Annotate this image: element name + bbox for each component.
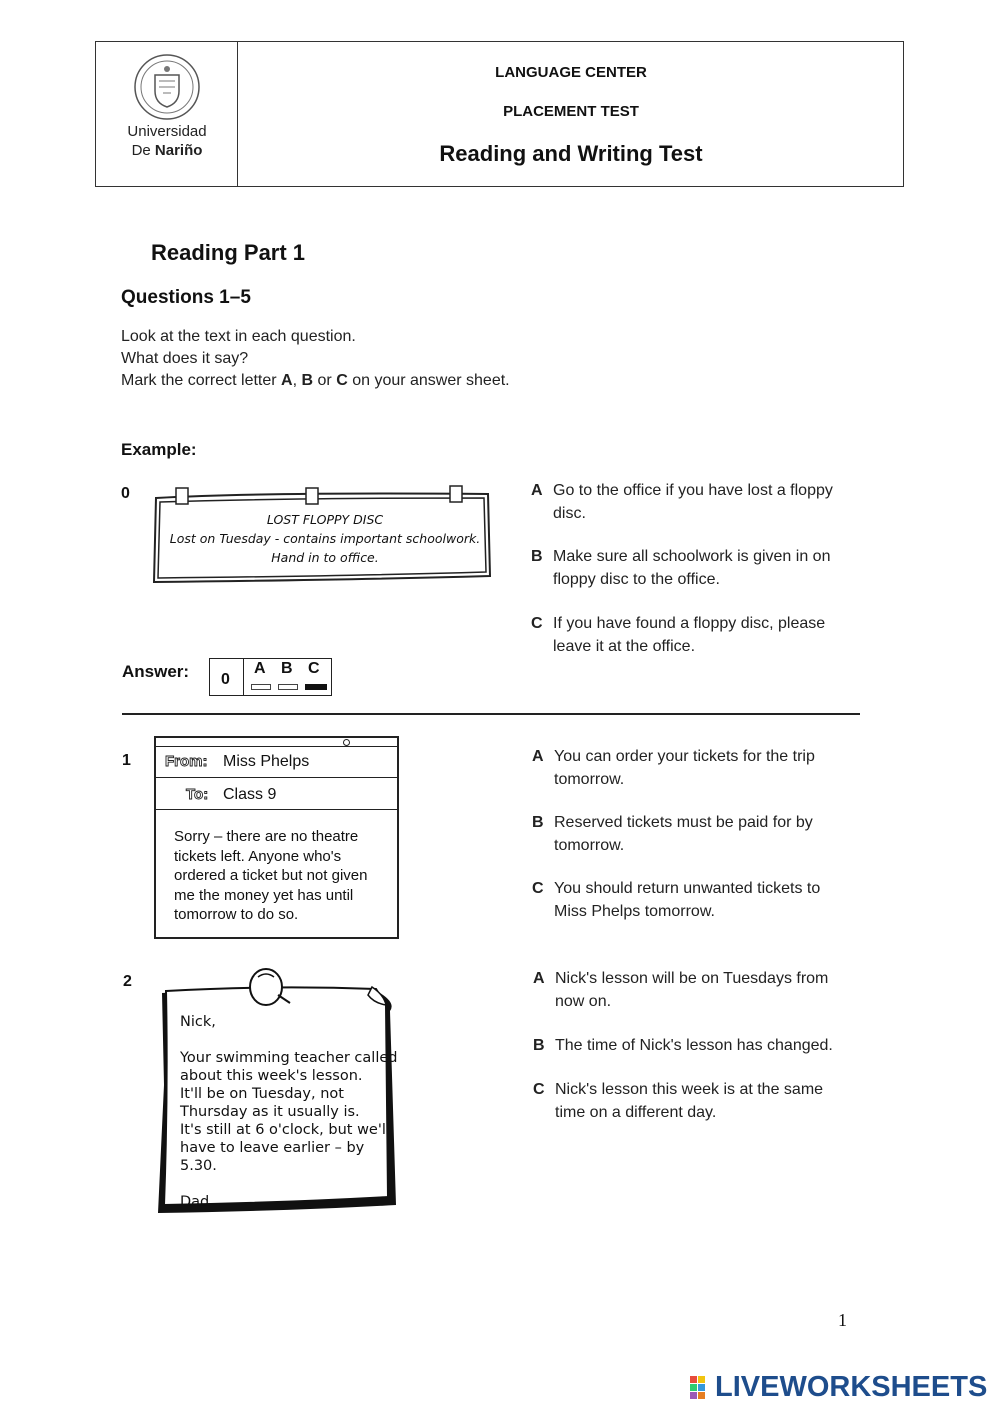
email-body-line: tomorrow to do so. [174,906,299,923]
window-dot-icon [343,739,350,746]
email-to-line [154,809,399,810]
option-letter: A [533,970,545,987]
note-line: about this week's lesson. [180,1068,363,1084]
answer-box-divider [243,658,244,696]
example-number: 0 [121,485,130,502]
answer-number: 0 [221,671,230,688]
section-title: Reading Part 1 [151,240,306,265]
answer-mark-b [278,684,298,690]
option-letter: A [531,482,543,499]
email-to-label: To: [186,786,209,803]
language-center-title: LANGUAGE CENTER [495,64,647,81]
email-body-line: tickets left. Anyone who's [174,847,342,865]
email-body [174,827,389,925]
university-line1: Universidad [127,123,207,140]
note-body [180,1013,405,1211]
email-from-value: Miss Phelps [223,753,310,770]
email-body-line: Sorry – there are no theatre [174,828,359,845]
email-body-line: me the money yet has until [174,886,354,904]
email-from-line [154,777,399,778]
option-text: You can order your tickets for the trip tomorrow. [554,748,815,788]
option-text: Nick's lesson this week is at the same time on a different day. [555,1081,824,1121]
option-letter: C [531,615,543,632]
answer-mark-a [251,684,271,690]
university-seal-icon [133,53,201,121]
section-divider [122,713,860,715]
example-option-a [531,480,851,525]
answer-label: Answer: [122,662,190,681]
option-letter: B [533,1037,545,1054]
option-letter: A [532,748,544,765]
option-letter: C [532,880,544,897]
placement-test-title: PLACEMENT TEST [503,103,639,120]
answer-letter-a: A [254,660,266,677]
option-letter: B [531,548,543,565]
option-text: If you have found a floppy disc, please leave it at the office. [553,615,826,655]
university-line2 [97,141,237,160]
q1-option-c [532,878,852,923]
email-from-label: From: [165,753,208,770]
note-line: It's still at 6 o'clock, but we'll [180,1122,390,1138]
example-option-b [531,546,851,591]
answer-mark-c-selected [305,684,327,690]
university-line2-prefix: De [131,142,155,159]
option-text: Make sure all schoolwork is given in on floppy disc to the office. [553,548,831,588]
email-body-line: ordered a ticket but not given [174,867,368,884]
option-letter: C [533,1081,545,1098]
note-line: It'll be on Tuesday, not [180,1086,344,1102]
email-titlebar-line [154,746,399,747]
note-signature: Dad [180,1194,210,1210]
instr-letter-a: A [281,372,293,389]
liveworksheets-logo-icon [690,1376,714,1400]
instruction-line2: What does it say? [121,350,249,367]
option-text: Reserved tickets must be paid for by tomorrow. [554,814,813,854]
answer-letter-b: B [281,660,293,677]
note-line: Your swimming teacher called [180,1050,398,1066]
instr-letter-c: C [336,372,348,389]
option-text: The time of Nick's lesson has changed. [555,1037,833,1054]
notice-title: LOST FLOPPY DISC [266,512,384,527]
option-text: Nick's lesson will be on Tuesdays from now on. [555,970,829,1010]
note-line: Thursday as it usually is. [180,1104,360,1120]
q2-option-c [533,1079,853,1124]
page-number: 1 [838,1310,847,1330]
instr-text: on your answer sheet. [347,372,510,389]
notice-text [155,510,495,567]
instr-text: or [313,372,337,389]
option-text: Go to the office if you have lost a floppy disc. [553,482,833,522]
instr-letter-b: B [301,372,314,389]
q2-option-b [533,1035,873,1058]
option-text: You should return unwanted tickets to Miss Phelps tomorrow. [554,880,821,920]
note-greeting: Nick, [180,1014,216,1030]
q1-option-b [532,812,852,857]
note-line: have to leave earlier – by 5.30. [180,1140,365,1174]
instr-text: , [292,372,302,389]
test-name-title: Reading and Writing Test [439,141,703,166]
instruction-line3 [121,372,510,390]
question1-number: 1 [122,752,131,769]
example-label: Example: [121,440,197,459]
notice-line2: Hand in to office. [271,550,379,565]
email-to-value: Class 9 [223,786,277,803]
instruction-line1: Look at the text in each question. [121,328,356,345]
option-letter: B [532,814,544,831]
liveworksheets-watermark: LIVEWORKSHEETS [715,1371,988,1403]
university-name [97,122,237,160]
notice-line1: Lost on Tuesday - contains important schoolwork. [169,531,481,546]
q1-option-a [532,746,852,791]
questions-title: Questions 1–5 [121,287,251,308]
question2-number: 2 [123,973,132,990]
q2-option-a [533,968,853,1013]
university-line2-name: Nariño [154,142,203,159]
example-option-c [531,613,851,658]
instr-text: Mark the correct letter [121,372,282,389]
answer-letter-c: C [308,660,320,677]
